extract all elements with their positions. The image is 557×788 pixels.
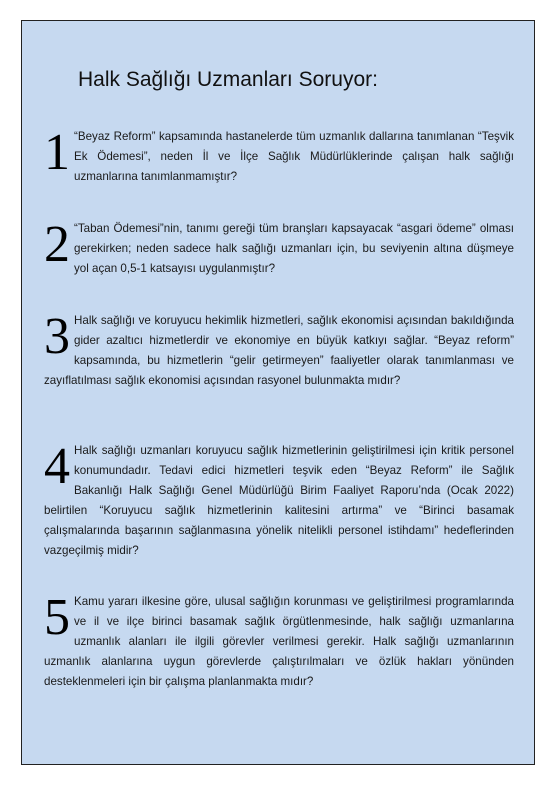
- question-item-5: [44, 589, 514, 692]
- question-item-3: [44, 308, 514, 391]
- page-title: Halk Sağlığı Uzmanları Soruyor:: [78, 68, 378, 91]
- question-text-3: Halk sağlığı ve koruyucu hekimlik hizmetleri, sağlık ekonomisi açısından bakıldığında gider azaltıcı hizmetlerdir ve ekonomiye en büyük katkıyı sağlar. “Beyaz reform” kapsamında, bu hizmetlerin “gelir getirmeyen” faaliyetler olarak tanımlanması ve zayıflatılması sağlık ekonomisi açısından rasyonel bulunmakta mıdır?: [44, 314, 514, 387]
- question-number-3: 3: [44, 308, 70, 365]
- question-item-1: [44, 124, 514, 187]
- question-number-2: 2: [44, 216, 70, 273]
- question-item-2: [44, 216, 514, 279]
- question-text-1: “Beyaz Reform” kapsamında hastanelerde tüm uzmanlık dallarına tanımlanan “Teşvik Ek Ödemesi”, neden İl ve İlçe Sağlık Müdürlüklerinde çalışan halk sağlığı uzmanlarına tanımlanmamıştır?: [74, 130, 514, 183]
- question-text-4: Halk sağlığı uzmanları koruyucu sağlık hizmetlerinin geliştirilmesi için kritik personel konumundadır. Tedavi edici hizmetleri teşvik eden “Beyaz Reform” ile Sağlık Bakanlığı Halk Sağlığı Genel Müdürlüğü Birim Faaliyet Raporu’nda (Ocak 2022) belirtilen “Koruyucu sağlık hizmetlerinin kalitesini artırma” ve “Birinci basamak çalışmalarında başarının sağlanmasına yönelik nitelikli personel istihdamı” hedeflerinden vazgeçilmiş midir?: [44, 444, 514, 557]
- question-number-4: 4: [44, 438, 70, 495]
- question-item-4: [44, 438, 514, 561]
- question-panel: [21, 20, 535, 765]
- question-number-5: 5: [44, 589, 70, 646]
- question-text-5: Kamu yararı ilkesine göre, ulusal sağlığın korunması ve geliştirilmesi programlarında ve il ve ilçe birinci basamak sağlık örgütlenmesinde, halk sağlığı uzmanlarına uzmanlık alanları ile ilgili görevler verilmesi gerekir. Halk sağlığı uzmanlarının uzmanlık alanlarına uygun görevlerde çalıştırılmaları ve özlük hakları yönünden desteklenmeleri için bir çalışma planlanmakta mıdır?: [44, 595, 514, 688]
- question-text-2: “Taban Ödemesi”nin, tanımı gereği tüm branşları kapsayacak “asgari ödeme” olması gerekirken; neden sadece halk sağlığı uzmanları için, bu seviyenin altına düşmeye yol açan 0,5-1 katsayısı uygulanmıştır?: [74, 222, 514, 275]
- question-number-1: 1: [44, 124, 70, 181]
